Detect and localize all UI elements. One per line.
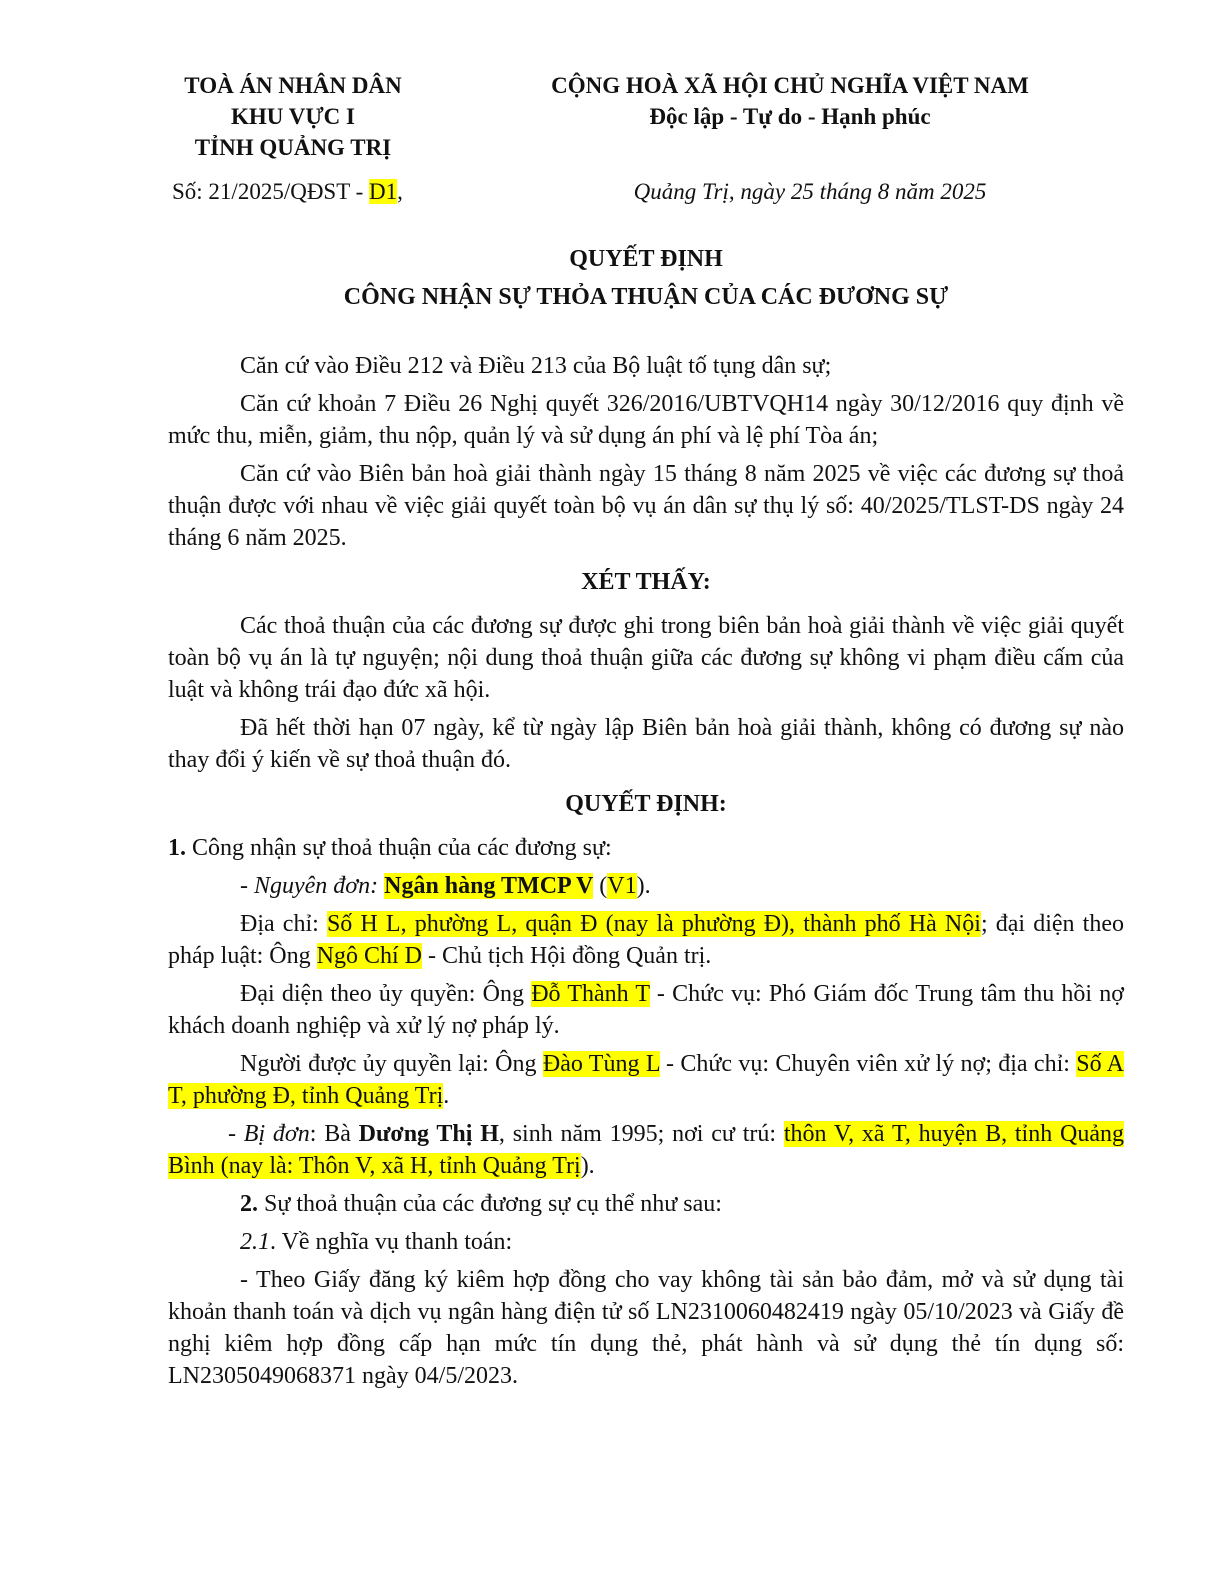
plaintiff-close: ). [636,873,651,899]
national-header [505,70,1075,132]
sub-authorized-person [168,1048,1124,1112]
preamble-3: Căn cứ vào Biên bản hoà giải thành ngày 15 tháng 8 năm 2025 về việc các đương sự thoả thuận được với nhau về việc giải quyết toàn bộ vụ án dân sự thụ lý số: 40/2025/TLST-DS ngày 24 tháng 6 năm 2025. [168,461,1124,551]
defendant-end: ). [580,1153,595,1179]
plaintiff-code: V1 [607,873,637,899]
defendant-dash: - [228,1121,244,1147]
auth-label: Đại diện theo ủy quyền: Ông [240,981,532,1007]
findings-1: Các thoả thuận của các đương sự được ghi trong biên bản hoà giải thành về việc giải quyết toàn bộ vụ án là tự nguyện; nội dung thoả thuận giữa các đương sự không vi phạm điều cấm của luật và không trái đạo đức xã hội. [168,613,1124,703]
sub-end: . [443,1083,450,1109]
item-1-number: 1. [168,835,186,861]
sub-role: - Chức vụ: Chuyên viên xử lý nợ; địa chỉ: [659,1051,1077,1077]
sub-label: Người được ủy quyền lại: Ông [240,1051,543,1077]
nation-motto: Độc lập - Tự do - Hạnh phúc [649,104,931,129]
court-header [158,70,428,163]
title-line-2: CÔNG NHẬN SỰ THỎA THUẬN CỦA CÁC ĐƯƠNG SỰ [343,284,949,310]
plaintiff-address [168,908,1124,972]
doc-no-code: D1 [369,179,398,204]
legal-representative-role: - Chủ tịch Hội đồng Quản trị. [421,943,712,969]
defendant-mid: , sinh năm 1995; nơi cư trú: [498,1121,784,1147]
court-line-1: TOÀ ÁN NHÂN DÂN [184,73,402,98]
plaintiff-label: - Nguyên đơn: [240,873,379,899]
defendant-address: thôn V, xã T, huyện B, tỉnh Quảng Bình (nay là: Thôn V, xã H, tỉnh Quảng Trị [168,1121,1125,1179]
item-2-text: Sự thoả thuận của các đương sự cụ thể như sau: [258,1191,722,1217]
title-line-1: QUYẾT ĐỊNH [569,246,723,272]
defendant-line [168,1118,1124,1182]
plaintiff-name: Ngân hàng TMCP V [384,873,594,899]
auth-role: - Chức vụ: Phó Giám đốc Trung tâm thu hồi nợ khách doanh nghiệp và xử lý nợ pháp lý. [168,981,1125,1039]
address-rest: ; đại diện theo pháp luật: Ông [168,911,1124,969]
findings-heading: XÉT THẤY: [581,569,711,595]
item-2-1-number: 2.1 [240,1229,270,1255]
doc-no-prefix: Số: 21/2025/QĐST - [172,179,370,204]
item-2-1-text: . Về nghĩa vụ thanh toán: [270,1229,513,1255]
sub-name: Đào Tùng L [542,1051,660,1077]
document-number [172,176,403,208]
nation-name: CỘNG HOÀ XÃ HỘI CHỦ NGHĨA VIỆT NAM [551,73,1029,98]
authorized-representative [168,978,1124,1042]
item-1-text: Công nhận sự thoả thuận của các đương sự: [186,835,612,861]
defendant-name: Dương Thị H [358,1121,499,1147]
findings-2: Đã hết thời hạn 07 ngày, kể từ ngày lập Biên bản hoà giải thành, không có đương sự nào thay đổi ý kiến về sự thoả thuận đó. [168,715,1124,773]
sub-address: Số A T, phường Đ, tỉnh Quảng Trị [168,1051,1125,1109]
contract-paragraph: - Theo Giấy đăng ký kiêm hợp đồng cho vay không tài sản bảo đảm, mở và sử dụng tài khoản thanh toán và dịch vụ ngân hàng điện tử số LN2310060482419 ngày 05/10/2023 và Giấy đề nghị kiêm hợp đồng cấp hạn mức tín dụng thẻ, phát hành và sử dụng thẻ tín dụng số: LN2305049068371 ngày 04/5/2023. [168,1267,1124,1389]
decision-item-2 [168,1188,1124,1220]
document-body [168,350,1124,1398]
document-title [168,240,1124,316]
decision-item-2-1 [168,1226,1124,1258]
court-line-3: TỈNH QUẢNG TRỊ [194,135,392,160]
address-label: Địa chỉ: [240,911,327,937]
address-value: Số H L, phường L, quận Đ (nay là phường Đ), thành phố Hà Nội [326,911,981,937]
preamble-2: Căn cứ khoản 7 Điều 26 Nghị quyết 326/2016/UBTVQH14 ngày 30/12/2016 quy định về mức thu, miễn, giảm, thu nộp, quản lý và sử dụng án phí và lệ phí Tòa án; [168,391,1124,449]
item-2-number: 2. [240,1191,258,1217]
preamble-1: Căn cứ vào Điều 212 và Điều 213 của Bộ luật tố tụng dân sự; [240,353,832,379]
legal-representative: Ngô Chí D [316,943,422,969]
decision-item-1 [168,832,1124,864]
doc-no-suffix: , [397,179,403,204]
defendant-label: Bị đơn [243,1121,310,1147]
document-date: Quảng Trị, ngày 25 tháng 8 năm 2025 [633,179,987,204]
defendant-pre: : Bà [309,1121,359,1147]
plaintiff-line [168,870,1124,902]
court-line-2: KHU VỰC I [231,104,355,129]
plaintiff-open: ( [593,873,608,899]
auth-name: Đỗ Thành T [531,981,650,1007]
decision-heading: QUYẾT ĐỊNH: [565,791,727,817]
